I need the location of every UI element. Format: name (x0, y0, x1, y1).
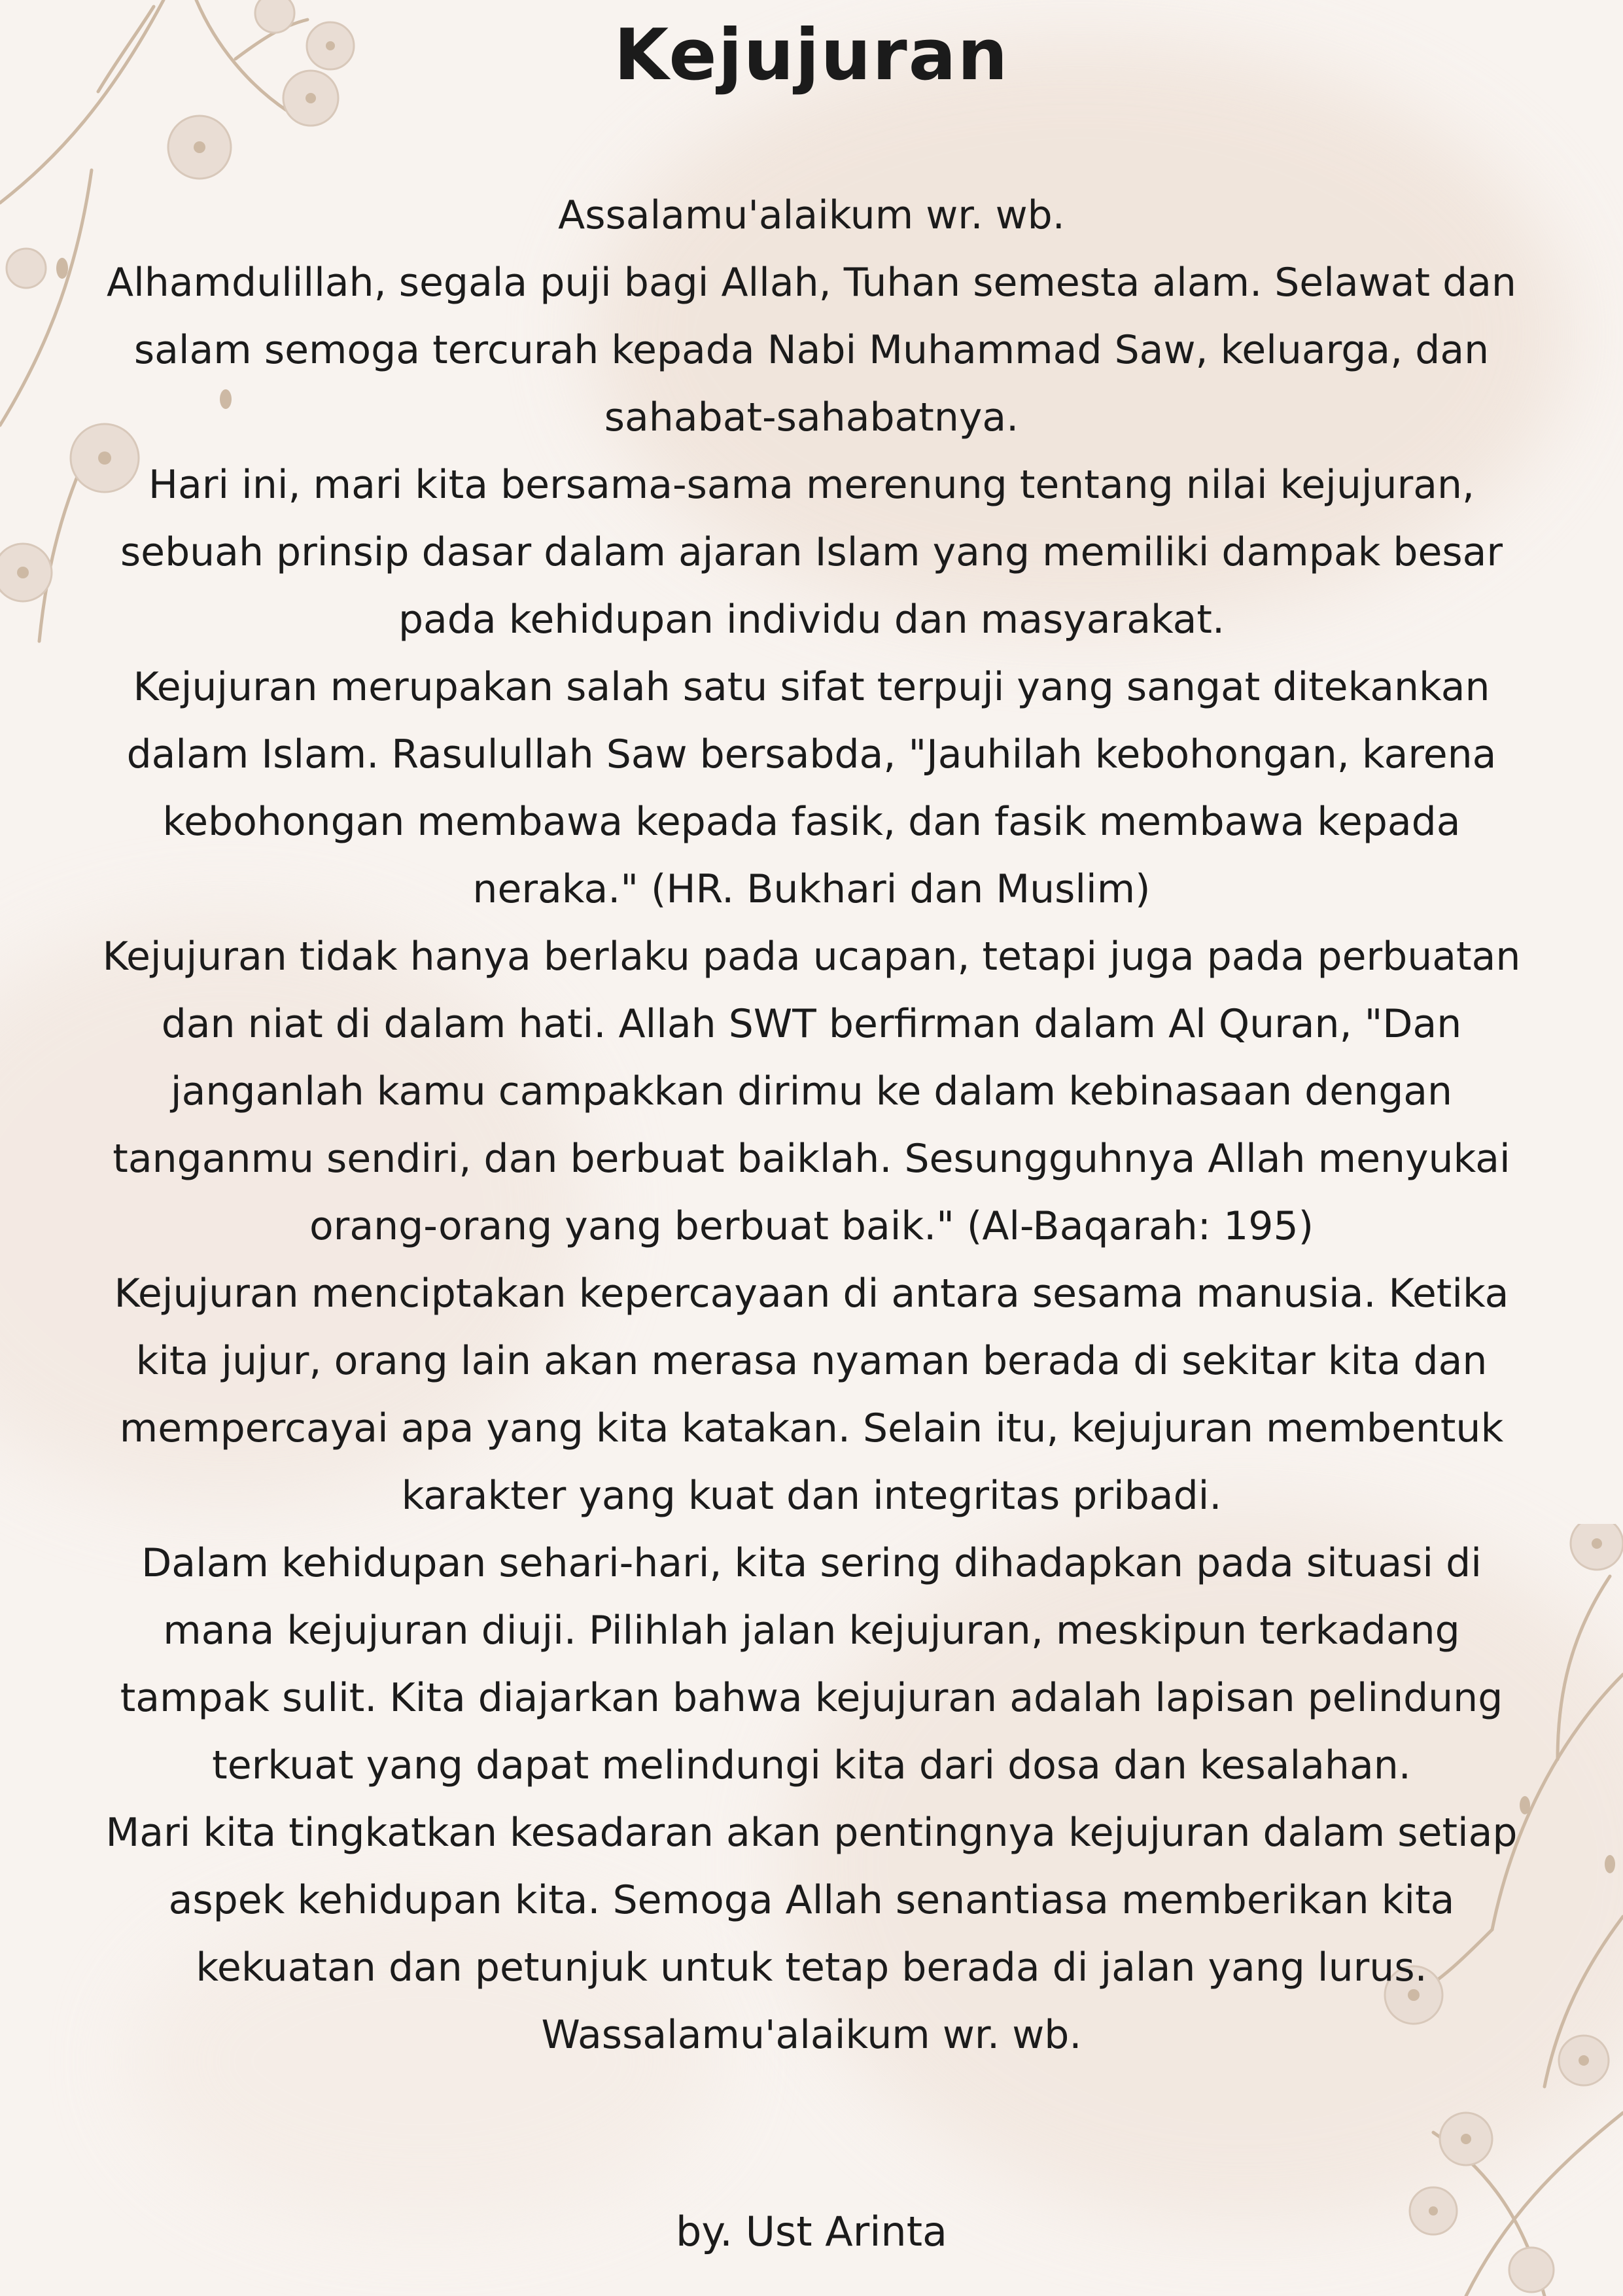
text-line: mempercayai apa yang kita katakan. Selain itu, kejujuran membentuk (119, 1405, 1504, 1451)
text-line: kita jujur, orang lain akan merasa nyaman berada di sekitar kita dan (135, 1338, 1488, 1384)
text-line: sebuah prinsip dasar dalam ajaran Islam yang memiliki dampak besar (120, 529, 1503, 575)
text-line: Assalamu'alaikum wr. wb. (558, 192, 1065, 238)
text-line: orang-orang yang berbuat baik." (Al-Baqarah: 195) (309, 1203, 1314, 1249)
text-line: aspek kehidupan kita. Semoga Allah senantiasa memberikan kita (168, 1877, 1455, 1923)
text-line: salam semoga tercurah kepada Nabi Muhammad Saw, keluarga, dan (133, 327, 1490, 373)
text-line: Kejujuran merupakan salah satu sifat terpuji yang sangat ditekankan (133, 664, 1490, 710)
text-line: dan niat di dalam hati. Allah SWT berfirman dalam Al Quran, "Dan (161, 1001, 1462, 1047)
text-line: kekuatan dan petunjuk untuk tetap berada di jalan yang lurus. (196, 1945, 1427, 1990)
text-line: Kejujuran tidak hanya berlaku pada ucapan, tetapi juga pada perbuatan (102, 934, 1521, 980)
text-line: terkuat yang dapat melindungi kita dari dosa dan kesalahan. (212, 1742, 1411, 1788)
text-line: tanganmu sendiri, dan berbuat baiklah. Sesungguhnya Allah menyukai (113, 1136, 1510, 1182)
text-line: sahabat-sahabatnya. (604, 395, 1019, 440)
text-line: tampak sulit. Kita diajarkan bahwa kejujuran adalah lapisan pelindung (120, 1675, 1503, 1721)
text-line: mana kejujuran diuji. Pilihlah jalan kejujuran, meskipun terkadang (163, 1608, 1460, 1653)
text-line: Kejujuran menciptakan kepercayaan di antara sesama manusia. Ketika (114, 1271, 1509, 1316)
text-line: karakter yang kuat dan integritas pribadi. (401, 1473, 1222, 1519)
text-line: pada kehidupan individu dan masyarakat. (398, 597, 1225, 643)
text-line: Wassalamu'alaikum wr. wb. (541, 2012, 1082, 2058)
text-line: janganlah kamu campakkan dirimu ke dalam kebinasaan dengan (170, 1069, 1453, 1114)
text-line: Hari ini, mari kita bersama-sama merenung tentang nilai kejujuran, (148, 462, 1475, 508)
page-title: Kejujuran (614, 14, 1009, 96)
text-line: Alhamdulillah, segala puji bagi Allah, Tuhan semesta alam. Selawat dan (107, 260, 1516, 306)
text-line: neraka." (HR. Bukhari dan Muslim) (472, 866, 1151, 912)
speech-body (72, 182, 1551, 2069)
text-line: dalam Islam. Rasulullah Saw bersabda, "Jauhilah kebohongan, karena (126, 732, 1497, 777)
text-line: Dalam kehidupan sehari-hari, kita sering dihadapkan pada situasi di (141, 1540, 1482, 1586)
author-credit: by. Ust Arinta (675, 2208, 948, 2255)
text-line: Mari kita tingkatkan kesadaran akan pentingnya kejujuran dalam setiap (105, 1810, 1518, 1856)
text-line: kebohongan membawa kepada fasik, dan fasik membawa kepada (162, 799, 1461, 845)
